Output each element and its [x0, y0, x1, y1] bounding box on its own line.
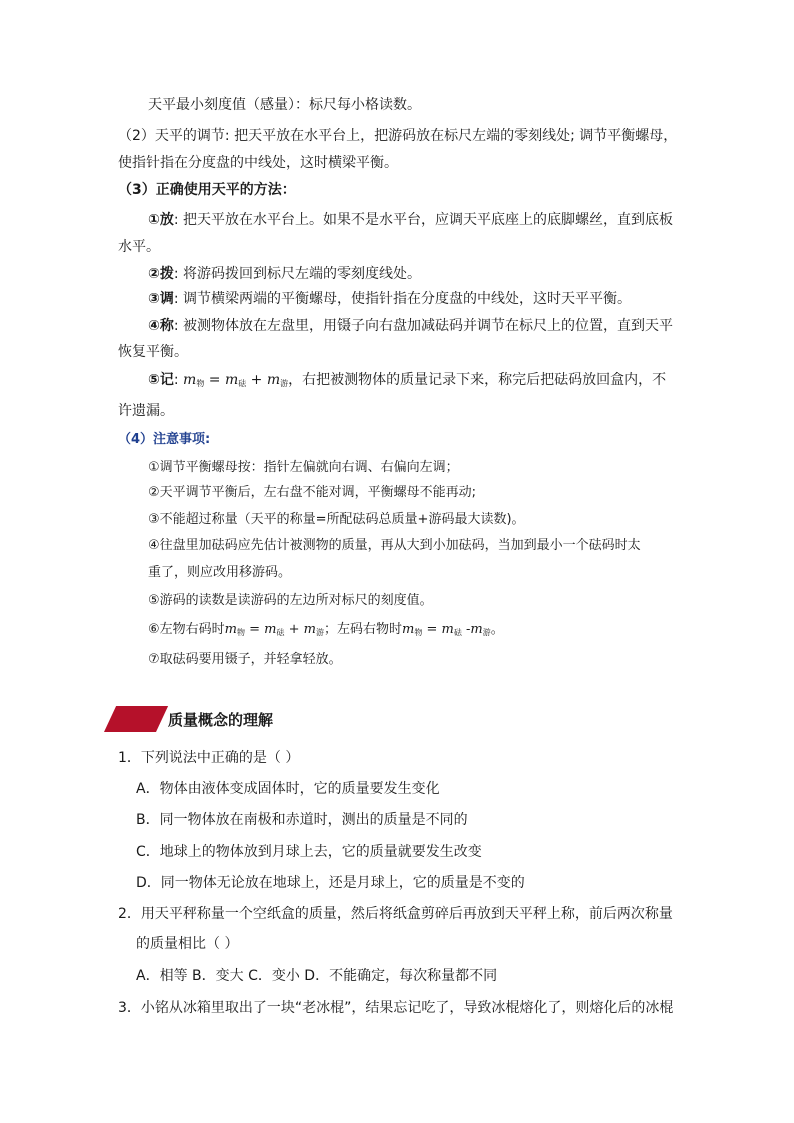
- note-line: ③不能超过称量（天平的称量=所配砝码总质量+游码最大读数)。: [148, 512, 525, 527]
- question: 2．用天平秤称量一个空纸盒的质量，然后将纸盒剪碎后再放到天平秤上称，前后两次称量: [118, 906, 673, 922]
- section-title: 质量概念的理解: [168, 711, 274, 729]
- option: B．同一物体放在南极和赤道时，测出的质量是不同的: [136, 812, 468, 828]
- step-head: ②拨: [148, 266, 174, 282]
- note-line: ①调节平衡螺母按：指针左偏就向右调、右偏向左调；: [148, 460, 459, 475]
- formula: $m_物 = m_砝 + m_游$: [183, 372, 289, 388]
- formula: $m_物 = m_砝$ $-m_游$: [402, 622, 491, 637]
- step-line: [148, 289, 631, 309]
- text-line: 使指针指在分度盘的中线处，这时横梁平衡。: [118, 155, 398, 171]
- question-cont: 的质量相比（ ）: [136, 936, 239, 952]
- text-line: 许遗漏。: [118, 403, 174, 419]
- option: A．物体由液体变成固体时，它的质量要发生变化: [136, 781, 440, 797]
- step-text: : 把天平放在水平台上。如果不是水平台，应调天平底座上的底脚螺丝，直到底板: [173, 212, 674, 228]
- option: D．同一物体无论放在地球上，还是月球上，它的质量是不变的: [136, 875, 525, 891]
- formula: $m_物 = m_砝 + m_游$: [224, 622, 324, 637]
- text-line: 水平。: [118, 239, 160, 255]
- option: C．地球上的物体放到月球上去，它的质量就要发生改变: [136, 844, 482, 860]
- text-line: 天平最小刻度值（感量）：标尺每小格读数。: [148, 97, 421, 113]
- note-line: 重了，则应改用移游码。: [148, 565, 292, 580]
- note-line: ④往盘里加砝码应先估计被测物的质量，再从大到小加砝码，当加到最小一个砝码时太: [148, 538, 641, 553]
- step-line: [148, 210, 673, 230]
- section-flag-icon: [104, 706, 168, 732]
- step-text: : 将游码拨回到标尺左端的零刻度线处。: [173, 266, 422, 282]
- text-line: 恢复平衡。: [118, 344, 188, 360]
- step-line: [148, 264, 421, 284]
- step-head: ④称: [148, 318, 174, 334]
- step-head: ③调: [148, 291, 174, 307]
- section-header: [104, 704, 704, 734]
- step-head: ①放: [148, 212, 174, 228]
- step-head: ⑤记: [148, 372, 174, 388]
- note-line: ②天平调节平衡后，左右盘不能对调，平衡螺母不能再动;: [148, 485, 477, 500]
- question: 1．下列说法中正确的是（ ）: [118, 750, 300, 766]
- option: A．相等 B．变大 C．变小 D．不能确定，每次称量都不同: [136, 968, 498, 984]
- step-line: [148, 316, 673, 336]
- note-line: ⑦取砝码要用镊子，并轻拿轻放。: [148, 652, 342, 667]
- step-line: ⑤记: $m_物 = m_砝 + m_游$，右把被测物体的质量记录下来，称完后把砝码放回盒内，不: [148, 372, 667, 388]
- subheading: （3）正确使用天平的方法：: [118, 182, 296, 198]
- subheading-notes: （4）注意事项:: [118, 432, 211, 447]
- note-line: ⑥左物右码时$m_物 = m_砝 + m_游$；左码右物时$m_物 = m_砝$ $-m_游$。: [148, 622, 504, 637]
- step-text: ，右把被测物体的质量记录下来，称完后把砝码放回盒内，不: [288, 372, 667, 388]
- step-text: : 调节横梁两端的平衡螺母，使指针指在分度盘的中线处，这时天平平衡。: [173, 291, 632, 307]
- text-line: （2）天平的调节: 把天平放在水平台上，把游码放在标尺左端的零刻线处; 调节平衡螺母，: [118, 128, 678, 144]
- note-line: ⑤游码的读数是读游码的左边所对标尺的刻度值。: [148, 593, 433, 608]
- step-text: : 被测物体放在左盘里，用镊子向右盘加减砝码并调节在标尺上的位置，直到天平: [173, 318, 674, 334]
- question: 3．小铭从冰箱里取出了一块“老冰棍”，结果忘记吃了，导致冰棍熔化了，则熔化后的冰棍: [118, 1000, 674, 1016]
